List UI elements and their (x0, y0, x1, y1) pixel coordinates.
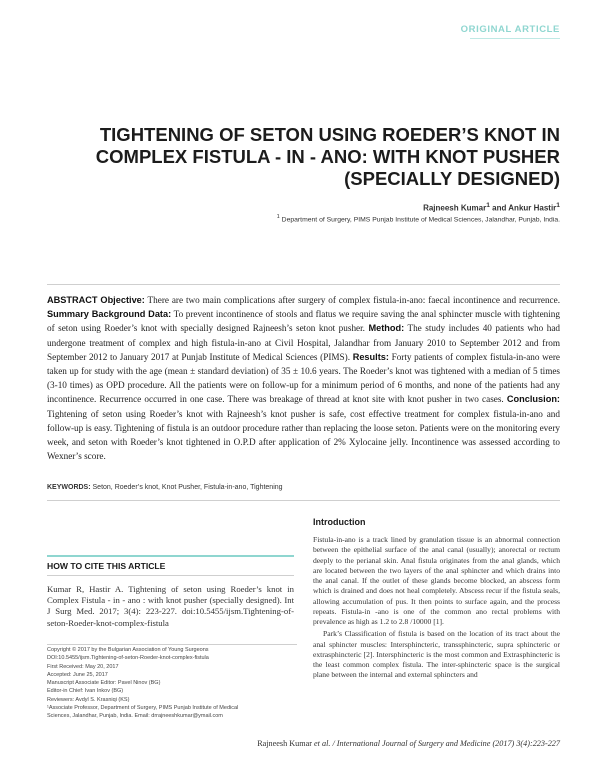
keywords (47, 484, 283, 491)
pubinfo-line: Reviewers: Avdyl S. Krasniqi (KS) (47, 696, 130, 703)
keywords-label: KEYWORDS: (47, 484, 91, 491)
introduction-paragraph: Park’s Classification of fistula is based on the location of its tract about the anal sphincter muscles: Intersphincteric, transsphincteric, supra sphincteric or extrasphincteric [2]. Intersphincteric is the most common and Extrasphincteric is the least common complex fistula. The inter-sphincteric space is the surgical plane between the internal and external sphincters and (313, 629, 560, 680)
results-label: Results: (352, 351, 389, 362)
author-name: and Ankur Hastir (489, 203, 557, 213)
method-text: The study includes 40 patients who had undergone treatment of complex and high fistula-in-ano at Civil Hospital, Jalandhar from January 2010 to September 2012 and from September 2012 to January 2017 at Punjab Institute of Medical Sciences (PIMS). (47, 323, 560, 362)
keywords-text: Seton, Roeder’s knot, Knot Pusher, Fistula-in-ano, Tightening (90, 484, 283, 491)
abstract (47, 293, 560, 463)
footer-etal: et al. (311, 739, 331, 748)
cite-heading: HOW TO CITE THIS ARTICLE (47, 557, 294, 576)
author-affiliation (277, 214, 560, 223)
footer-journal: / International Journal of Surgery and Medicine (2017) 3(4):223-227 (330, 739, 560, 748)
pubinfo-line: ¹Associate Professor, Department of Surgery, PIMS Punjab Institute of Medical (47, 705, 239, 712)
affiliation-text: Department of Surgery, PIMS Punjab Institute of Medical Sciences, Jalandhar, Punjab, India. (279, 216, 560, 224)
introduction-body (313, 535, 560, 681)
pubinfo-line: Manuscript Associate Editor: Pavel Ninov (BG) (47, 680, 161, 687)
conclusion-text: Tightening of seton using Roeder’s knot with Rajneesh’s knot pusher is safe, cost effective treatment for complex fistula-in-ano and follow-up is easy. Tightening of fistula is an outdoor procedure rather than replacing the loose seton. Patients were on the monitoring every week, and seton with Roeder’s knot tightened in O.P.D after application of 2% Xylocaine jelly. Incontinence was assessed according to Wexner’s score. (47, 408, 560, 462)
author-superscript: 1 (556, 202, 560, 209)
objective-text: There are two main complications after surgery of complex fistula-in-ano: faecal incontinence and recurrence. (144, 295, 561, 305)
footer-author: Rajneesh Kumar (257, 739, 312, 748)
introduction-paragraph: Fistula-in-ano is a track lined by granulation tissue is an abnormal connection between the epithelial surface of the anal canal (usually); anorectal or rectum deeply to the perianal skin. Anal fistula originates from the anal glands, which are located between the two layers of the anal sphincter and which drains into the anal canal. If the outlet of these glands become blocked, an abscess form which is drained and does not heal completely. Abscess recur if the fistula seals, allowing accumulation of pus. It then points to surface again, and the process repeats. Fistula-in -ano is one of the common ano rectal problems with prevalence as high as 1.2 to 2.8 /10000 [1]. (313, 535, 560, 626)
publication-info (47, 644, 297, 721)
pubinfo-line: DOI:10.5455/ijsm.Tightening-of-seton-Roeder-knot-complex-fistula (47, 655, 209, 662)
header-divider (470, 38, 560, 39)
abstract-divider-top (47, 284, 560, 285)
conclusion-label: Conclusion: (506, 394, 560, 405)
background-text: To prevent incontinence of stools and flatus we require saving the anal sphincter muscle with tightening of seton using Roeder’s knot with specially designed Rajneesh’s seton knot pusher. (47, 309, 560, 334)
method-label: Method: (368, 323, 405, 334)
pubinfo-line: Copyright © 2017 by the Bulgarian Association of Young Surgeons (47, 647, 209, 653)
title-line: TIGHTENING OF SETON USING ROEDER’S KNOT IN (99, 124, 560, 145)
pubinfo-line: Editor-in Chief: Ivan Inkov (BG) (47, 688, 124, 695)
how-to-cite-box (47, 555, 294, 635)
page-footer (257, 739, 560, 748)
pubinfo-line: Sciences, Jalandhar, Punjab, India. Email: drrajneeshkumar@ymail.com (47, 713, 223, 720)
pubinfo-line: Accepted: June 25, 2017 (47, 671, 108, 678)
title-line: (SPECIALLY DESIGNED) (344, 168, 560, 189)
author-list (423, 202, 560, 213)
affiliation-superscript: 1 (276, 214, 280, 220)
pubinfo-line: First Received: May 20, 2017 (47, 663, 119, 670)
objective-label: Objective: (100, 295, 145, 305)
article-type-label: ORIGINAL ARTICLE (460, 24, 560, 35)
abstract-divider-bottom (47, 500, 560, 501)
author-superscript: 1 (486, 202, 490, 209)
article-title (40, 124, 560, 190)
background-label: Summary Background Data: (47, 309, 172, 320)
introduction-heading: Introduction (313, 517, 366, 527)
cite-text: Kumar R, Hastir A. Tightening of seton using Roeder’s knot in Complex Fistula - in - ano : with knot pusher (specially designed). Int J Surg Med. 2017; 3(4): 223-227. doi:10.5455/ijsm.Tightening-of-seton-Roeder-knot-complex-fistula (47, 584, 294, 628)
results-text: Forty patients of complex fistula-in-ano were taken up for study with the age (mean ± standard deviation) of 35 ± 10.6 years. The Roeder’s knot was tightened with a median of 5 times (3-10 times) as OPD procedure. All the patients were on follow-up for a minimum period of 6 months, and none of the patients had any incontinence. Recurrence occurred in one case. There was breakage of thread at knot site with knot pusher in two cases. (47, 351, 561, 405)
abstract-label: ABSTRACT (47, 295, 98, 305)
title-line: COMPLEX FISTULA - IN - ANO: WITH KNOT PUSHER (95, 146, 560, 167)
author-name: Rajneesh Kumar (423, 203, 487, 213)
